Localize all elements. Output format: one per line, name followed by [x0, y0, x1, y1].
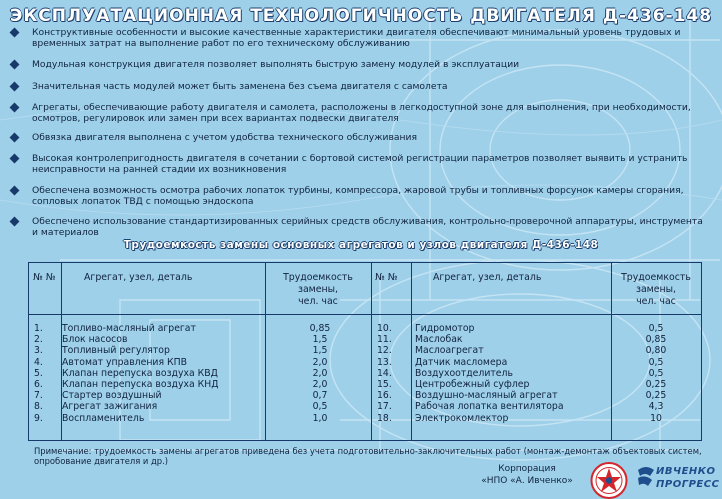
header-labor-line: Трудоемкость [283, 272, 353, 283]
bullet-item [8, 185, 708, 216]
row-unit: Маслоагрегат [415, 345, 484, 357]
table-row [28, 368, 702, 379]
header-unit: Агрегат, узел, деталь [433, 272, 542, 283]
diamond-bullet-icon [10, 82, 20, 92]
row-number: 10. [377, 323, 392, 334]
row-unit: Воздушно-масляный агрегат [415, 390, 558, 402]
row-labor: 0,5 [648, 323, 664, 334]
ivchenko-progress-logo [636, 464, 722, 494]
logo-text-top: ИВЧЕНКО [656, 466, 716, 477]
row-unit: Гидромотор [415, 323, 475, 334]
row-number: 7. [34, 390, 43, 402]
row-labor: 0,25 [645, 390, 667, 402]
row-number: 8. [34, 401, 43, 413]
table-header-divider [28, 314, 702, 315]
table-row [28, 401, 702, 412]
row-unit: Воздухоотделитель [415, 367, 513, 379]
row-number: 12. [377, 345, 392, 357]
table-border-top [28, 262, 702, 263]
table-border-bottom [28, 440, 702, 441]
bullet-item [8, 132, 708, 153]
row-unit: Топливный регулятор [62, 345, 170, 357]
bullet-item [8, 216, 708, 240]
row-number: 9. [34, 412, 43, 424]
diamond-bullet-icon [10, 154, 20, 164]
row-labor: 4,3 [648, 401, 664, 413]
row-number: 16. [377, 390, 392, 402]
table-row [28, 413, 702, 424]
header-labor [268, 272, 368, 308]
corporate-seal-icon [590, 462, 628, 499]
bullet-item [8, 81, 708, 102]
table-body [28, 323, 702, 424]
header-number: № № [375, 272, 398, 283]
logo-text-bottom: ПРОГРЕСС [656, 479, 720, 490]
header-labor-line: замены, [297, 284, 339, 295]
table-row [28, 323, 702, 334]
bullet-text: Обеспечена возможность осмотра рабочих лопаток турбины, компрессора, жаровой трубы и топливных форсунок камеры сгорания, сопловых лопаток ТВД с помощью эндоскопа [32, 185, 684, 207]
bullet-text: Высокая контролепригодность двигателя в сочетании с бортовой системой регистрации параметров позволяет выявить и устранить неисправности на ранней стадии их возникновения [32, 153, 688, 175]
diamond-bullet-icon [10, 133, 20, 143]
bullet-text: Обвязка двигателя выполнена с учетом удобства технического обслуживания [32, 132, 418, 143]
header-labor-line: чел. час [298, 296, 338, 307]
row-number: 4. [34, 356, 43, 368]
row-number: 14. [377, 367, 392, 379]
page-title: ЭКСПЛУАТАЦИОННАЯ ТЕХНОЛОГИЧНОСТЬ ДВИГАТЕЛЯ Д-436-148 [9, 6, 713, 26]
row-labor: 0,85 [309, 323, 331, 334]
bullet-item [8, 153, 708, 185]
row-labor: 2,0 [312, 378, 328, 390]
row-labor: 2,0 [312, 367, 328, 379]
diamond-bullet-icon [10, 186, 20, 196]
corporation-label [472, 463, 582, 487]
row-unit: Клапан перепуска воздуха КВД [62, 367, 218, 379]
row-number: 17. [377, 401, 392, 413]
header-unit: Агрегат, узел, деталь [84, 272, 193, 283]
table-row [28, 345, 702, 356]
diamond-bullet-icon [10, 60, 20, 70]
row-number: 18. [377, 412, 392, 424]
row-number: 15. [377, 378, 392, 390]
bullet-text: Значительная часть модулей может быть заменена без съема двигателя с самолета [32, 81, 448, 92]
row-number: 11. [377, 334, 392, 346]
header-labor-line: чел. час [636, 296, 676, 307]
labor-table [28, 262, 702, 441]
table-row [28, 379, 702, 390]
header-labor [606, 272, 706, 308]
bullet-item [8, 27, 708, 59]
row-unit: Клапан перепуска воздуха КНД [62, 378, 219, 390]
table-row [28, 334, 702, 345]
row-labor: 10 [650, 412, 662, 424]
diamond-bullet-icon [10, 28, 20, 38]
row-unit: Центробежный суфлер [415, 378, 530, 390]
diamond-bullet-icon [10, 103, 20, 113]
feature-list [8, 27, 708, 240]
row-number: 6. [34, 378, 43, 390]
row-labor: 2,0 [312, 356, 328, 368]
bullet-text: Агрегаты, обеспечивающие работу двигателя и самолета, расположены в легкодоступной зоне для выполнения, при необходимости, осмотров, регулировок или замен при всех вариантах подвески двигателя [32, 102, 691, 124]
row-labor: 1,5 [312, 334, 328, 346]
row-unit: Автомат управления КПВ [62, 356, 187, 368]
row-labor: 0,5 [648, 356, 664, 368]
row-number: 1. [34, 323, 43, 334]
row-unit: Воспламенитель [62, 412, 145, 424]
row-labor: 0,25 [645, 378, 667, 390]
header-labor-line: Трудоемкость [621, 272, 691, 283]
row-unit: Агрегат зажигания [62, 401, 158, 413]
bullet-text: Обеспечено использование стандартизированных серийных средств обслуживания, контрольно-проверочной аппаратуры, инструмента и материалов [32, 216, 703, 238]
row-labor: 0,80 [645, 345, 667, 357]
row-labor: 0,7 [312, 390, 328, 402]
row-labor: 1,5 [312, 345, 328, 357]
row-unit: Рабочая лопатка вентилятора [415, 401, 564, 413]
table-row [28, 357, 702, 368]
row-labor: 1,0 [312, 412, 328, 424]
row-unit: Блок насосов [62, 334, 128, 346]
corporation-line: Корпорация [498, 464, 556, 474]
row-unit: Маслобак [415, 334, 463, 346]
row-number: 3. [34, 345, 43, 357]
bullet-item [8, 102, 708, 132]
row-unit: Датчик масломера [415, 356, 508, 368]
row-labor: 0,85 [645, 334, 667, 346]
row-number: 5. [34, 367, 43, 379]
row-labor: 0,5 [648, 367, 664, 379]
diamond-bullet-icon [10, 217, 20, 227]
bullet-text: Модульная конструкция двигателя позволяет выполнять быструю замену модулей в эксплуатации [32, 59, 520, 70]
row-labor: 0,5 [312, 401, 328, 413]
bullet-text: Конструктивные особенности и высокие качественные характеристики двигателя обеспечивают минимальный уровень трудовых и временных затрат на выполнение работ по его техническому обслуживанию [32, 27, 681, 49]
header-number: № № [33, 272, 56, 283]
table-title: Трудоемкость замены основных агрегатов и узлов двигателя Д-436-148 [123, 239, 599, 251]
row-unit: Стартер воздушный [62, 390, 162, 402]
row-number: 2. [34, 334, 43, 346]
table-row [28, 390, 702, 401]
table-note: Примечание: трудоемкость замены агрегатов приведена без учета подготовительно-заключительных работ (монтаж-демонтаж объектовых систем, опробование двигателя и др.) [34, 446, 702, 466]
corporation-line: «НПО «А. Ивченко» [481, 476, 573, 486]
bullet-item [8, 59, 708, 81]
row-unit: Топливо-масляный агрегат [62, 323, 196, 334]
header-labor-line: замены, [635, 284, 677, 295]
row-unit: Электрокомлектор [415, 412, 509, 424]
row-number: 13. [377, 356, 392, 368]
